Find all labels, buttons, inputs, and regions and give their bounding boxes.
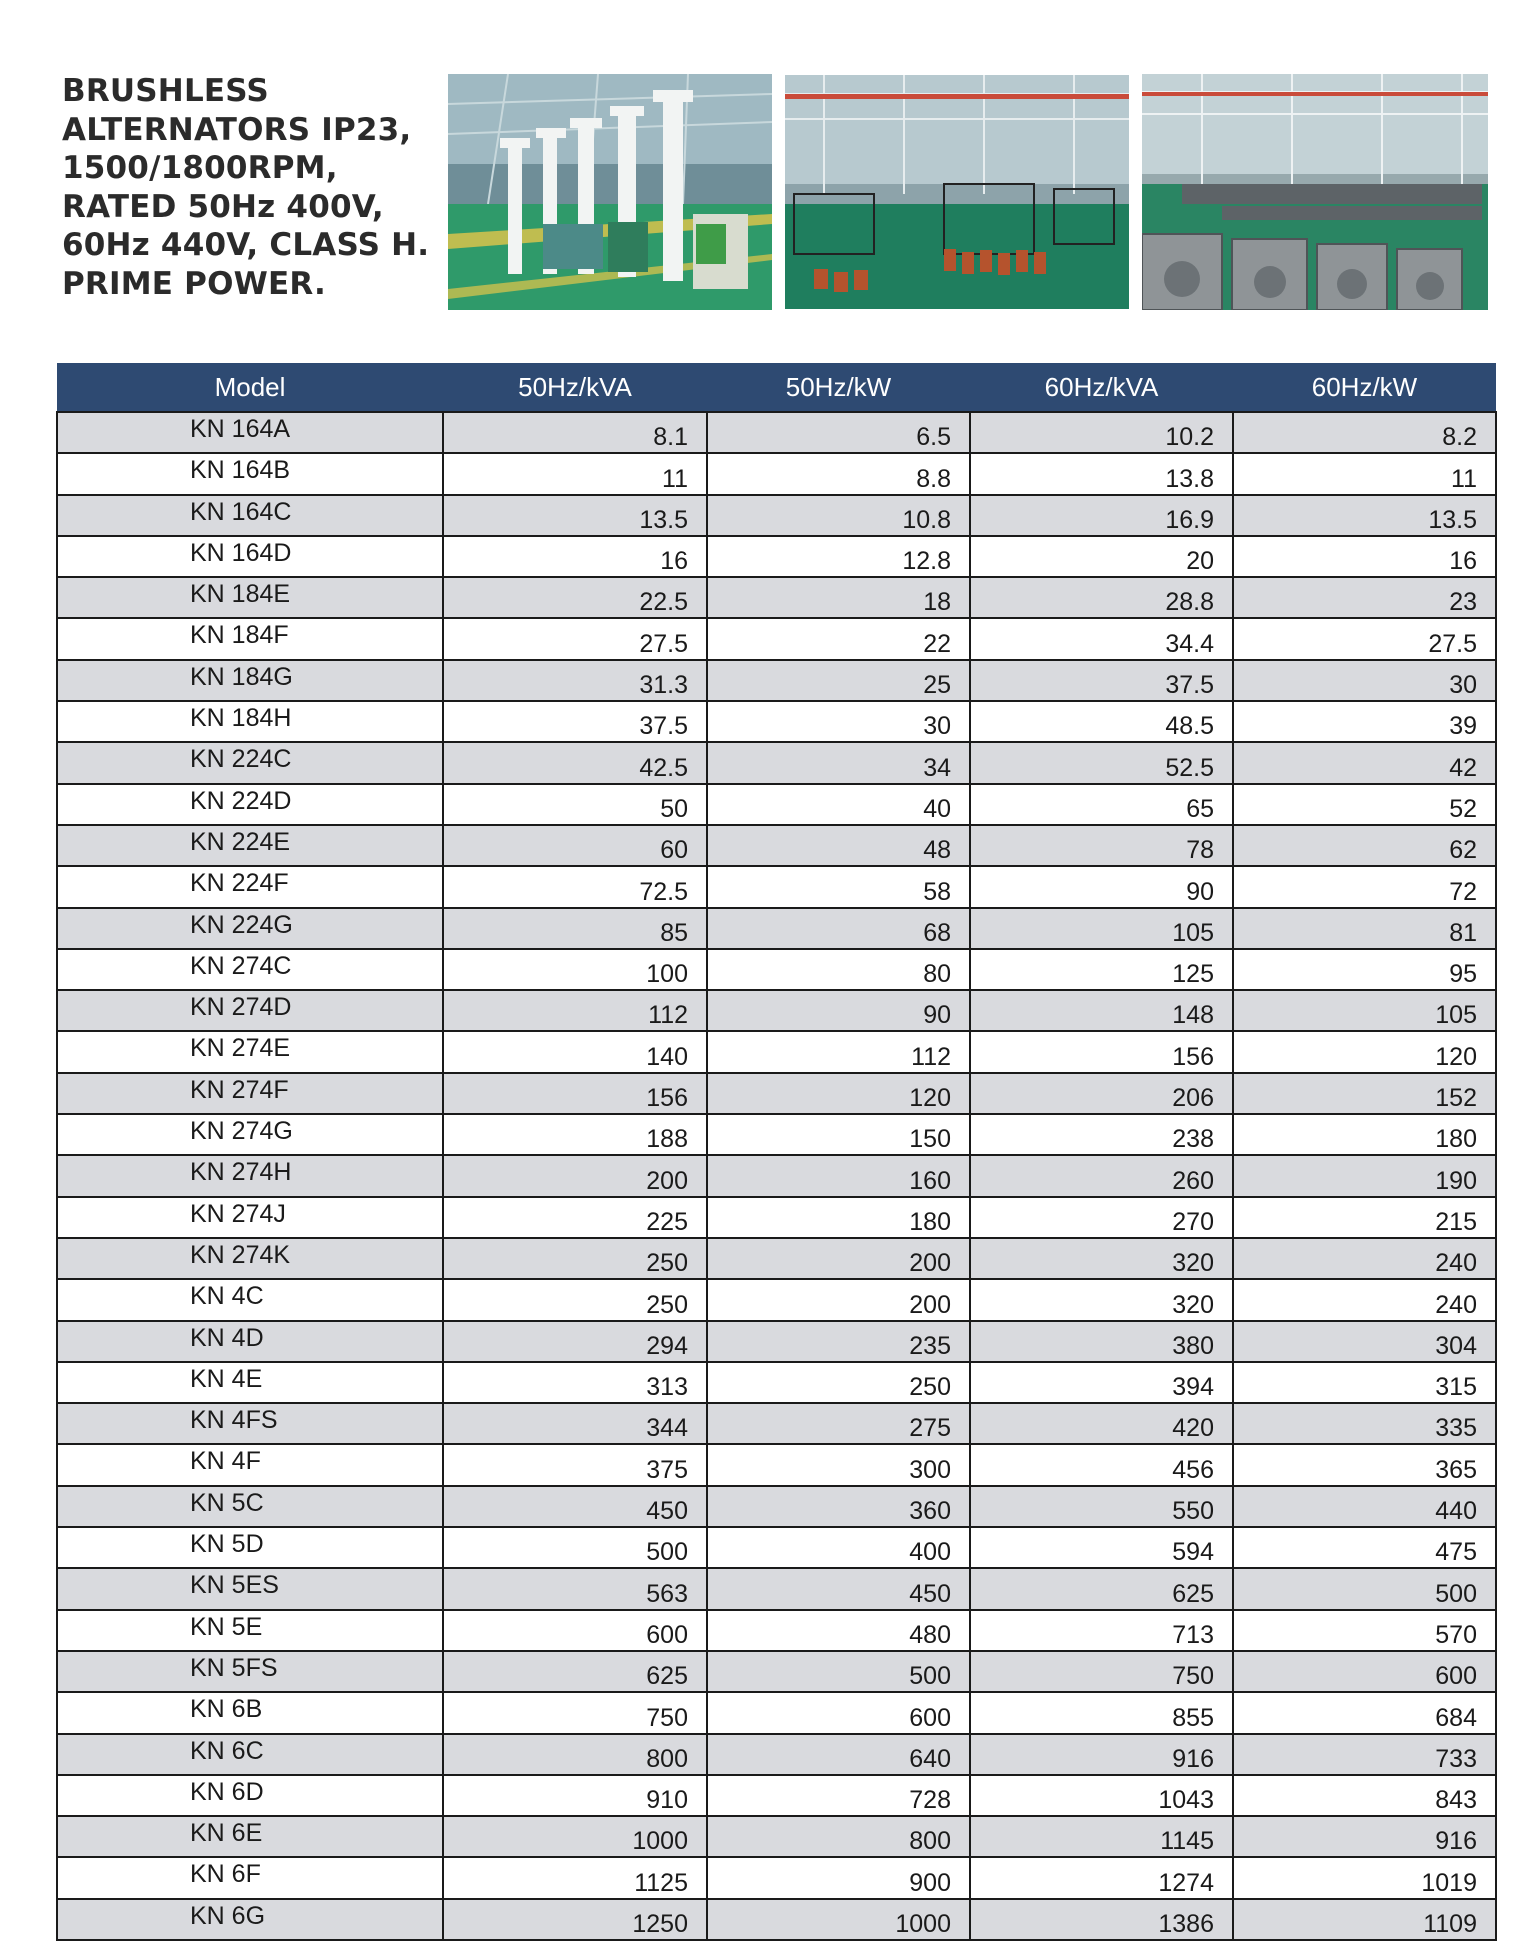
cell-kva-50hz: 13.5 [443, 495, 707, 536]
cell-kw-60hz: 105 [1233, 990, 1496, 1031]
cell-kva-60hz: 394 [970, 1362, 1233, 1403]
cell-kw-60hz: 42 [1233, 742, 1496, 783]
cell-kva-50hz: 22.5 [443, 577, 707, 618]
table-row [57, 1238, 1496, 1279]
cell-kva-60hz: 456 [970, 1444, 1233, 1485]
cell-kw-50hz: 80 [707, 949, 970, 990]
cell-kw-60hz: 39 [1233, 701, 1496, 742]
column-header-50hz-kva: 50Hz/kVA [443, 363, 707, 412]
cell-kw-60hz: 304 [1233, 1321, 1496, 1362]
factory-photo-alternators [1142, 74, 1488, 310]
cell-model: KN 274C [57, 949, 443, 990]
cell-kva-60hz: 1043 [970, 1775, 1233, 1816]
cell-kw-50hz: 200 [707, 1279, 970, 1320]
cell-model: KN 6B [57, 1692, 443, 1733]
cell-kw-60hz: 315 [1233, 1362, 1496, 1403]
cell-kw-50hz: 500 [707, 1651, 970, 1692]
cell-model: KN 6E [57, 1816, 443, 1857]
cell-kva-50hz: 344 [443, 1403, 707, 1444]
cell-model: KN 6D [57, 1775, 443, 1816]
cell-kw-50hz: 180 [707, 1197, 970, 1238]
cell-kva-50hz: 625 [443, 1651, 707, 1692]
cell-kw-50hz: 22 [707, 618, 970, 659]
cell-kw-50hz: 640 [707, 1734, 970, 1775]
table-header-row [57, 363, 1496, 412]
cell-kva-50hz: 910 [443, 1775, 707, 1816]
cell-model: KN 274E [57, 1031, 443, 1072]
cell-kw-50hz: 48 [707, 825, 970, 866]
table-row [57, 1775, 1496, 1816]
cell-kva-60hz: 28.8 [970, 577, 1233, 618]
cell-kw-60hz: 1019 [1233, 1857, 1496, 1898]
table-row [57, 1155, 1496, 1196]
cell-kva-60hz: 550 [970, 1486, 1233, 1527]
cell-kw-50hz: 275 [707, 1403, 970, 1444]
heading-line: RATED 50Hz 400V, [62, 188, 384, 225]
cell-kva-50hz: 375 [443, 1444, 707, 1485]
cell-kva-60hz: 16.9 [970, 495, 1233, 536]
cell-model: KN 184E [57, 577, 443, 618]
cell-kw-60hz: 240 [1233, 1238, 1496, 1279]
cell-kva-60hz: 13.8 [970, 453, 1233, 494]
table-row [57, 1403, 1496, 1444]
cell-kw-50hz: 34 [707, 742, 970, 783]
cell-kva-60hz: 713 [970, 1610, 1233, 1651]
cell-model: KN 184G [57, 660, 443, 701]
cell-kw-60hz: 30 [1233, 660, 1496, 701]
cell-kva-50hz: 313 [443, 1362, 707, 1403]
cell-kva-60hz: 855 [970, 1692, 1233, 1733]
table-row [57, 1857, 1496, 1898]
cell-kva-50hz: 100 [443, 949, 707, 990]
cell-model: KN 5ES [57, 1568, 443, 1609]
cell-kva-50hz: 450 [443, 1486, 707, 1527]
cell-model: KN 184H [57, 701, 443, 742]
table-row [57, 1527, 1496, 1568]
cell-kw-60hz: 500 [1233, 1568, 1496, 1609]
cell-kva-60hz: 420 [970, 1403, 1233, 1444]
table-row [57, 1114, 1496, 1155]
table-row [57, 453, 1496, 494]
table-row [57, 1692, 1496, 1733]
cell-kw-60hz: 475 [1233, 1527, 1496, 1568]
cell-model: KN 6C [57, 1734, 443, 1775]
heading-line: PRIME POWER. [62, 265, 327, 302]
cell-kw-60hz: 81 [1233, 908, 1496, 949]
cell-kva-60hz: 10.2 [970, 412, 1233, 453]
cell-model: KN 224G [57, 908, 443, 949]
cell-kw-60hz: 916 [1233, 1816, 1496, 1857]
cell-model: KN 5D [57, 1527, 443, 1568]
cell-kva-60hz: 238 [970, 1114, 1233, 1155]
cell-kw-50hz: 1000 [707, 1899, 970, 1940]
table-row [57, 742, 1496, 783]
cell-model: KN 6F [57, 1857, 443, 1898]
cell-model: KN 164B [57, 453, 443, 494]
cell-model: KN 224E [57, 825, 443, 866]
alternator-spec-table [56, 363, 1497, 1941]
cell-kva-50hz: 60 [443, 825, 707, 866]
cell-model: KN 274D [57, 990, 443, 1031]
cell-kva-50hz: 800 [443, 1734, 707, 1775]
cell-kw-60hz: 72 [1233, 866, 1496, 907]
cell-kw-50hz: 10.8 [707, 495, 970, 536]
cell-kw-50hz: 18 [707, 577, 970, 618]
cell-kw-60hz: 684 [1233, 1692, 1496, 1733]
cell-kva-50hz: 27.5 [443, 618, 707, 659]
cell-kva-60hz: 52.5 [970, 742, 1233, 783]
table-row [57, 784, 1496, 825]
cell-model: KN 224D [57, 784, 443, 825]
cell-kva-50hz: 85 [443, 908, 707, 949]
cell-model: KN 274J [57, 1197, 443, 1238]
cell-kw-50hz: 450 [707, 1568, 970, 1609]
cell-kw-50hz: 40 [707, 784, 970, 825]
table-row [57, 536, 1496, 577]
cell-model: KN 274F [57, 1073, 443, 1114]
cell-kw-60hz: 95 [1233, 949, 1496, 990]
cell-kva-50hz: 8.1 [443, 412, 707, 453]
cell-kw-60hz: 600 [1233, 1651, 1496, 1692]
cell-kw-60hz: 570 [1233, 1610, 1496, 1651]
cell-kw-60hz: 440 [1233, 1486, 1496, 1527]
cell-kva-60hz: 750 [970, 1651, 1233, 1692]
cell-kva-50hz: 750 [443, 1692, 707, 1733]
cell-kw-50hz: 12.8 [707, 536, 970, 577]
table-row [57, 412, 1496, 453]
cell-kva-60hz: 206 [970, 1073, 1233, 1114]
cell-model: KN 4D [57, 1321, 443, 1362]
cell-model: KN 274G [57, 1114, 443, 1155]
heading-line: 1500/1800RPM, [62, 150, 338, 186]
cell-kw-50hz: 250 [707, 1362, 970, 1403]
cell-model: KN 274K [57, 1238, 443, 1279]
table-row [57, 660, 1496, 701]
table-row [57, 1486, 1496, 1527]
cell-kva-60hz: 594 [970, 1527, 1233, 1568]
cell-kva-60hz: 65 [970, 784, 1233, 825]
cell-kw-50hz: 58 [707, 866, 970, 907]
table-row [57, 1568, 1496, 1609]
cell-kva-50hz: 72.5 [443, 866, 707, 907]
cell-kw-50hz: 160 [707, 1155, 970, 1196]
table-row [57, 701, 1496, 742]
cell-kva-60hz: 20 [970, 536, 1233, 577]
cell-model: KN 4FS [57, 1403, 443, 1444]
cell-model: KN 224F [57, 866, 443, 907]
cell-kw-60hz: 11 [1233, 453, 1496, 494]
cell-kva-50hz: 225 [443, 1197, 707, 1238]
table-row [57, 1279, 1496, 1320]
table-row [57, 990, 1496, 1031]
cell-model: KN 4C [57, 1279, 443, 1320]
cell-kva-50hz: 1250 [443, 1899, 707, 1940]
cell-kw-50hz: 90 [707, 990, 970, 1031]
cell-kw-50hz: 728 [707, 1775, 970, 1816]
cell-kva-50hz: 1000 [443, 1816, 707, 1857]
cell-kva-60hz: 156 [970, 1031, 1233, 1072]
cell-kw-60hz: 13.5 [1233, 495, 1496, 536]
cell-kva-50hz: 156 [443, 1073, 707, 1114]
cell-kva-60hz: 125 [970, 949, 1233, 990]
table-row [57, 1031, 1496, 1072]
cell-kva-50hz: 37.5 [443, 701, 707, 742]
cell-kva-60hz: 148 [970, 990, 1233, 1031]
cell-kva-60hz: 260 [970, 1155, 1233, 1196]
cell-kw-60hz: 62 [1233, 825, 1496, 866]
cell-kw-50hz: 8.8 [707, 453, 970, 494]
column-header-60hz-kw: 60Hz/kW [1233, 363, 1496, 412]
cell-kw-50hz: 300 [707, 1444, 970, 1485]
table-row [57, 1073, 1496, 1114]
cell-kva-50hz: 31.3 [443, 660, 707, 701]
cell-kva-50hz: 500 [443, 1527, 707, 1568]
column-header-60hz-kva: 60Hz/kVA [970, 363, 1233, 412]
cell-kva-50hz: 250 [443, 1279, 707, 1320]
factory-photo-hall [448, 74, 772, 310]
cell-kva-50hz: 16 [443, 536, 707, 577]
cell-kva-50hz: 294 [443, 1321, 707, 1362]
heading-line: BRUSHLESS [62, 73, 269, 109]
cell-kva-50hz: 250 [443, 1238, 707, 1279]
cell-model: KN 4F [57, 1444, 443, 1485]
table-row [57, 1734, 1496, 1775]
cell-kva-60hz: 34.4 [970, 618, 1233, 659]
cell-kva-50hz: 600 [443, 1610, 707, 1651]
cell-kva-60hz: 105 [970, 908, 1233, 949]
cell-kw-50hz: 480 [707, 1610, 970, 1651]
cell-kw-50hz: 600 [707, 1692, 970, 1733]
cell-kw-60hz: 335 [1233, 1403, 1496, 1444]
cell-model: KN 5FS [57, 1651, 443, 1692]
cell-kva-60hz: 90 [970, 866, 1233, 907]
table-row [57, 618, 1496, 659]
cell-kw-60hz: 52 [1233, 784, 1496, 825]
cell-kw-50hz: 400 [707, 1527, 970, 1568]
cell-kw-50hz: 235 [707, 1321, 970, 1362]
cell-kva-50hz: 112 [443, 990, 707, 1031]
table-row [57, 1321, 1496, 1362]
table-row [57, 1816, 1496, 1857]
cell-kw-50hz: 120 [707, 1073, 970, 1114]
cell-model: KN 6G [57, 1899, 443, 1940]
cell-kw-50hz: 30 [707, 701, 970, 742]
cell-kva-50hz: 50 [443, 784, 707, 825]
cell-model: KN 224C [57, 742, 443, 783]
cell-kw-50hz: 800 [707, 1816, 970, 1857]
cell-kva-60hz: 37.5 [970, 660, 1233, 701]
cell-kva-60hz: 625 [970, 1568, 1233, 1609]
table-row [57, 1610, 1496, 1651]
table-row [57, 1197, 1496, 1238]
cell-kw-50hz: 900 [707, 1857, 970, 1898]
cell-kw-50hz: 200 [707, 1238, 970, 1279]
cell-kva-60hz: 1145 [970, 1816, 1233, 1857]
cell-kva-60hz: 78 [970, 825, 1233, 866]
cell-kva-60hz: 320 [970, 1238, 1233, 1279]
cell-kw-50hz: 360 [707, 1486, 970, 1527]
table-row [57, 1362, 1496, 1403]
factory-photo-workshop [784, 74, 1130, 310]
cell-kw-60hz: 8.2 [1233, 412, 1496, 453]
cell-kw-60hz: 152 [1233, 1073, 1496, 1114]
cell-model: KN 164C [57, 495, 443, 536]
cell-model: KN 5E [57, 1610, 443, 1651]
cell-kw-60hz: 365 [1233, 1444, 1496, 1485]
cell-kva-60hz: 380 [970, 1321, 1233, 1362]
heading-line: ALTERNATORS IP23, [62, 111, 412, 148]
cell-kva-60hz: 270 [970, 1197, 1233, 1238]
cell-kva-50hz: 200 [443, 1155, 707, 1196]
cell-kva-50hz: 1125 [443, 1857, 707, 1898]
table-row [57, 1444, 1496, 1485]
table-row [57, 908, 1496, 949]
table-row [57, 1899, 1496, 1940]
cell-kva-50hz: 42.5 [443, 742, 707, 783]
cell-kva-50hz: 140 [443, 1031, 707, 1072]
table-row [57, 495, 1496, 536]
cell-kw-50hz: 150 [707, 1114, 970, 1155]
table-row [57, 949, 1496, 990]
cell-kva-60hz: 320 [970, 1279, 1233, 1320]
cell-kva-60hz: 1386 [970, 1899, 1233, 1940]
cell-model: KN 274H [57, 1155, 443, 1196]
cell-kva-60hz: 48.5 [970, 701, 1233, 742]
table-row [57, 1651, 1496, 1692]
cell-model: KN 184F [57, 618, 443, 659]
cell-kva-50hz: 11 [443, 453, 707, 494]
page-heading [62, 72, 442, 303]
cell-kva-60hz: 916 [970, 1734, 1233, 1775]
cell-kw-50hz: 6.5 [707, 412, 970, 453]
cell-kw-60hz: 215 [1233, 1197, 1496, 1238]
cell-kw-50hz: 25 [707, 660, 970, 701]
cell-kw-60hz: 190 [1233, 1155, 1496, 1196]
cell-model: KN 4E [57, 1362, 443, 1403]
cell-kw-60hz: 23 [1233, 577, 1496, 618]
cell-kw-60hz: 733 [1233, 1734, 1496, 1775]
cell-kva-60hz: 1274 [970, 1857, 1233, 1898]
cell-kva-50hz: 188 [443, 1114, 707, 1155]
table-row [57, 577, 1496, 618]
cell-kw-50hz: 112 [707, 1031, 970, 1072]
cell-kw-60hz: 843 [1233, 1775, 1496, 1816]
cell-kw-50hz: 68 [707, 908, 970, 949]
cell-model: KN 164A [57, 412, 443, 453]
cell-kw-60hz: 240 [1233, 1279, 1496, 1320]
cell-kw-60hz: 1109 [1233, 1899, 1496, 1940]
table-row [57, 866, 1496, 907]
cell-model: KN 5C [57, 1486, 443, 1527]
cell-kva-50hz: 563 [443, 1568, 707, 1609]
cell-model: KN 164D [57, 536, 443, 577]
cell-kw-60hz: 180 [1233, 1114, 1496, 1155]
column-header-50hz-kw: 50Hz/kW [707, 363, 970, 412]
cell-kw-60hz: 16 [1233, 536, 1496, 577]
cell-kw-60hz: 120 [1233, 1031, 1496, 1072]
cell-kw-60hz: 27.5 [1233, 618, 1496, 659]
table-row [57, 825, 1496, 866]
column-header-model: Model [57, 363, 443, 412]
heading-line: 60Hz 440V, CLASS H. [62, 227, 430, 263]
